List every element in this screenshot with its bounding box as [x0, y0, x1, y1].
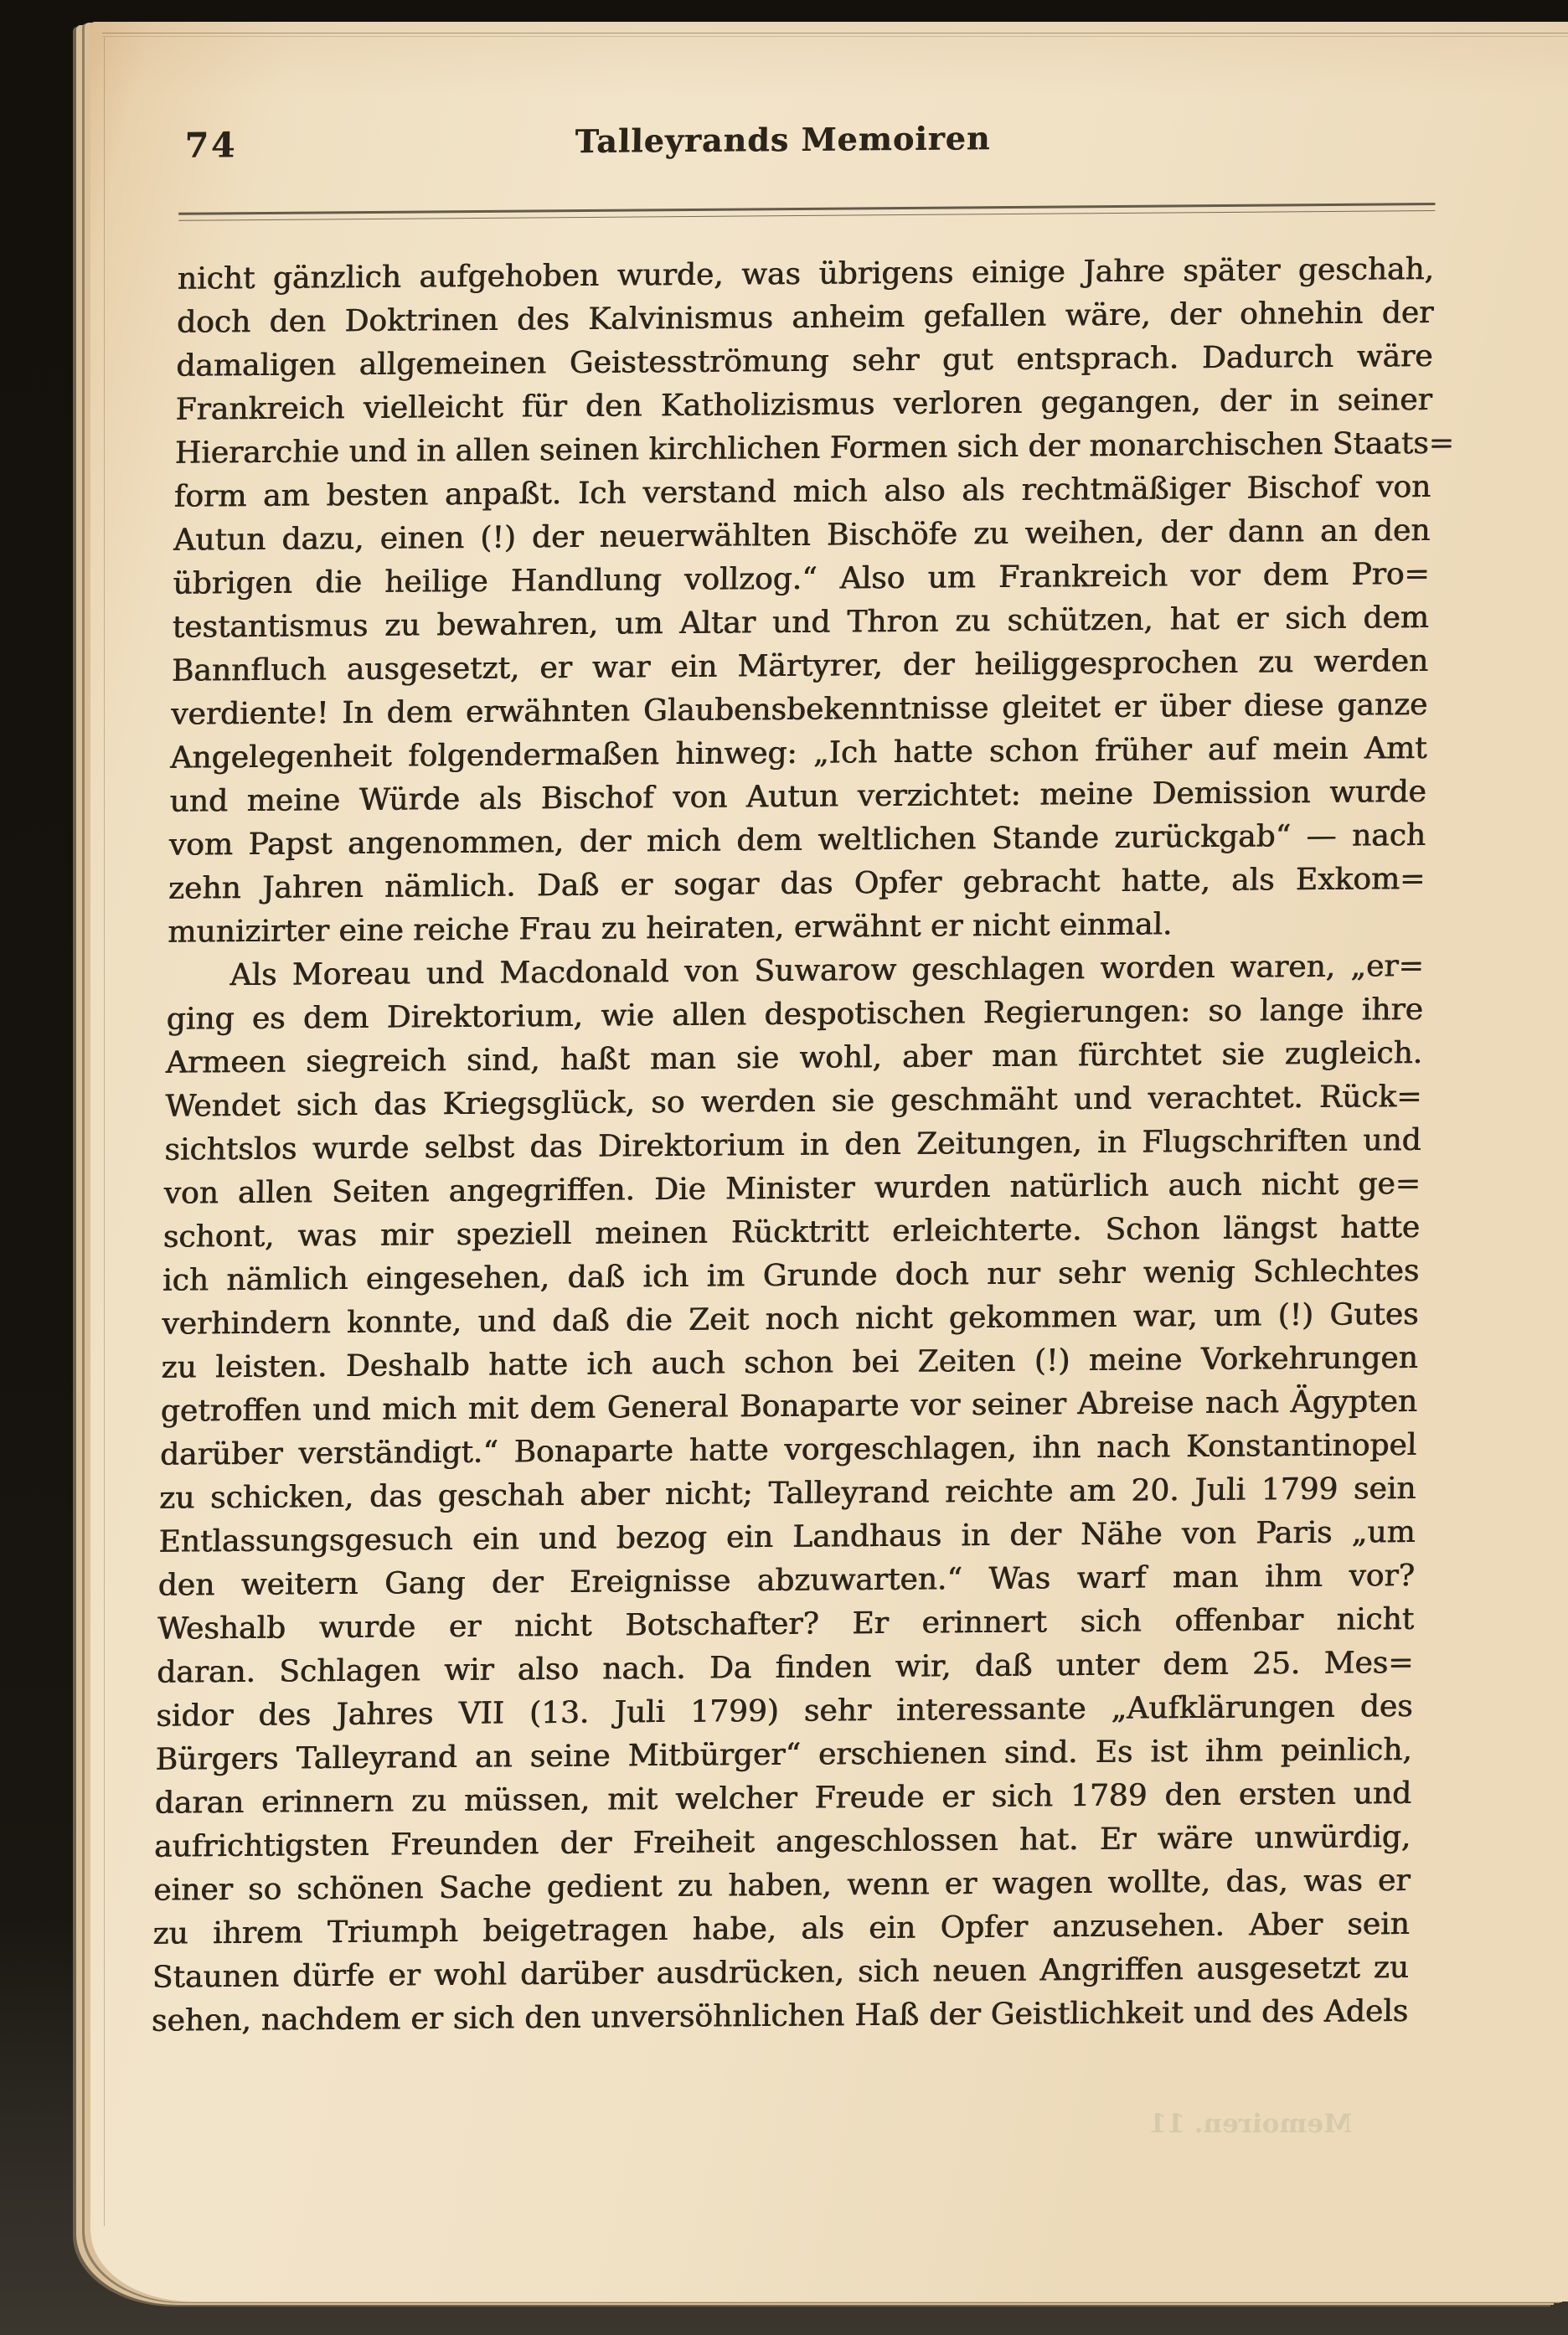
text-line: ging es dem Direktorium, wie allen despotischen Regierungen: so lange ihre [166, 992, 1424, 1037]
text-line: vom Papst angenommen, der mich dem weltlichen Stande zurückgab“ — nach [168, 817, 1426, 863]
text-line: Wendet sich das Kriegsglück, so werden sie geschmäht und verachtet. Rück= [165, 1079, 1422, 1124]
running-title: Talleyrands Memoiren [575, 119, 991, 161]
text-line: nicht gänzlich aufgehoben wurde, was übrigens einige Jahre später geschah, [177, 251, 1435, 296]
text-line: übrigen die heilige Handlung vollzog.“ Also um Frankreich vor dem Pro= [173, 556, 1431, 601]
text-line: Staunen dürfe er wohl darüber ausdrücken, sich neuen Angriffen ausgesetzt zu [152, 1950, 1410, 1995]
text-line: darüber verständigt.“ Bonaparte hatte vorgeschlagen, ihn nach Konstantinopel [159, 1427, 1417, 1472]
text-line: damaligen allgemeinen Geistesströmung sehr gut entsprach. Dadurch wäre [176, 338, 1434, 384]
text-line: form am besten anpaßt. Ich verstand mich also als rechtmäßiger Bischof von [173, 469, 1431, 514]
page-number: 74 [184, 125, 238, 166]
text-line: Entlassungsgesuch ein und bezog ein Landhaus in der Nähe von Paris „um [158, 1514, 1416, 1559]
text-line: verdiente! In dem erwähnten Glaubensbekenntnisse gleitet er über diese ganze [171, 687, 1428, 732]
text-line: aufrichtigsten Freunden der Freiheit angeschlossen hat. Er wäre unwürdig, [153, 1819, 1411, 1864]
text-line: Armeen siegreich sind, haßt man sie wohl, aber man fürchtet sie zugleich. [165, 1035, 1423, 1080]
header-rule [178, 203, 1435, 221]
page-header [179, 116, 1436, 174]
text-line: Autun dazu, einen (!) der neuerwählten Bischöfe zu weihen, der dann an den [173, 513, 1431, 558]
text-line: zehn Jahren nämlich. Daß er sogar das Opfer gebracht hatte, als Exkom= [168, 861, 1426, 906]
text-line: einer so schönen Sache gedient zu haben, wenn er wagen wollte, das, was er [153, 1863, 1411, 1908]
text-line: testantismus zu bewahren, um Altar und Thron zu schützen, hat er sich dem [172, 600, 1430, 645]
text-line: den weitern Gang der Ereignisse abzuwarten.“ Was warf man ihm vor? [157, 1558, 1416, 1603]
page-content [151, 116, 1455, 2044]
text-line: Hierarchie und in allen seinen kirchlichen Formen sich der monarchischen Staats= [174, 425, 1455, 471]
text-line: zu schicken, das geschah aber nicht; Talleyrand reichte am 20. Juli 1799 sein [159, 1471, 1416, 1516]
text-line: und meine Würde als Bischof von Autun verzichtet: meine Demission wurde [169, 774, 1427, 819]
text-line: Angelegenheit folgendermaßen hinweg: „Ich hatte schon früher auf mein Amt [170, 730, 1428, 776]
text-line: getroffen und mich mit dem General Bonaparte vor seiner Abreise nach Ägypten [160, 1384, 1418, 1429]
page-sheet [90, 22, 1568, 2301]
text-line: zu ihrem Triumph beigetragen habe, als ein Opfer anzusehen. Aber sein [152, 1906, 1411, 1951]
text-line: Bürgers Talleyrand an seine Mitbürger“ erschienen sind. Es ist ihm peinlich, [155, 1732, 1413, 1777]
text-line: ich nämlich eingesehen, daß ich im Grunde doch nur sehr wenig Schlechtes [162, 1253, 1420, 1298]
text-line: zu leisten. Deshalb hatte ich auch schon bei Zeiten (!) meine Vorkehrungen [161, 1340, 1419, 1385]
text-line: verhindern konnte, und daß die Zeit noch nicht gekommen war, um (!) Gutes [162, 1296, 1420, 1342]
text-line: Frankreich vielleicht für den Katholizismus verloren gegangen, der in seiner [175, 382, 1433, 427]
text-line: doch den Doktrinen des Kalvinismus anheim gefallen wäre, der ohnehin der [176, 295, 1434, 340]
text-line: Weshalb wurde er nicht Botschafter? Er erinnert sich offenbar nicht [157, 1601, 1415, 1647]
text-block [151, 248, 1455, 2044]
text-line: von allen Seiten angegriffen. Die Minister wurden natürlich auch nicht ge= [163, 1166, 1421, 1211]
text-line: daran erinnern zu müssen, mit welcher Freude er sich 1789 den ersten und [154, 1776, 1412, 1821]
text-line: schont, was mir speziell meinen Rücktritt erleichterte. Schon längst hatte [162, 1209, 1421, 1255]
text-line: daran. Schlagen wir also nach. Da finden wir, daß unter dem 25. Mes= [157, 1645, 1414, 1690]
text-line: munizirter eine reiche Frau zu heiraten, erwähnt er nicht einmal. [168, 907, 1173, 950]
bleedthrough-text: Memoiren. 11 [1148, 2109, 1353, 2139]
text-line: Bannfluch ausgesetzt, er war ein Märtyrer, der heiliggesprochen zu werden [171, 643, 1429, 688]
text-line: Als Moreau und Macdonald von Suwarow geschlagen worden waren, „er= [230, 948, 1425, 993]
text-line: sidor des Jahres VII (13. Juli 1799) sehr interessante „Aufklärungen des [156, 1688, 1414, 1734]
text-line: sichtslos wurde selbst das Direktorium in den Zeitungen, in Flugschriften und [164, 1122, 1422, 1168]
text-line: sehen, nachdem er sich den unversöhnlichen Haß der Geistlichkeit und des Adels [151, 1993, 1409, 2039]
